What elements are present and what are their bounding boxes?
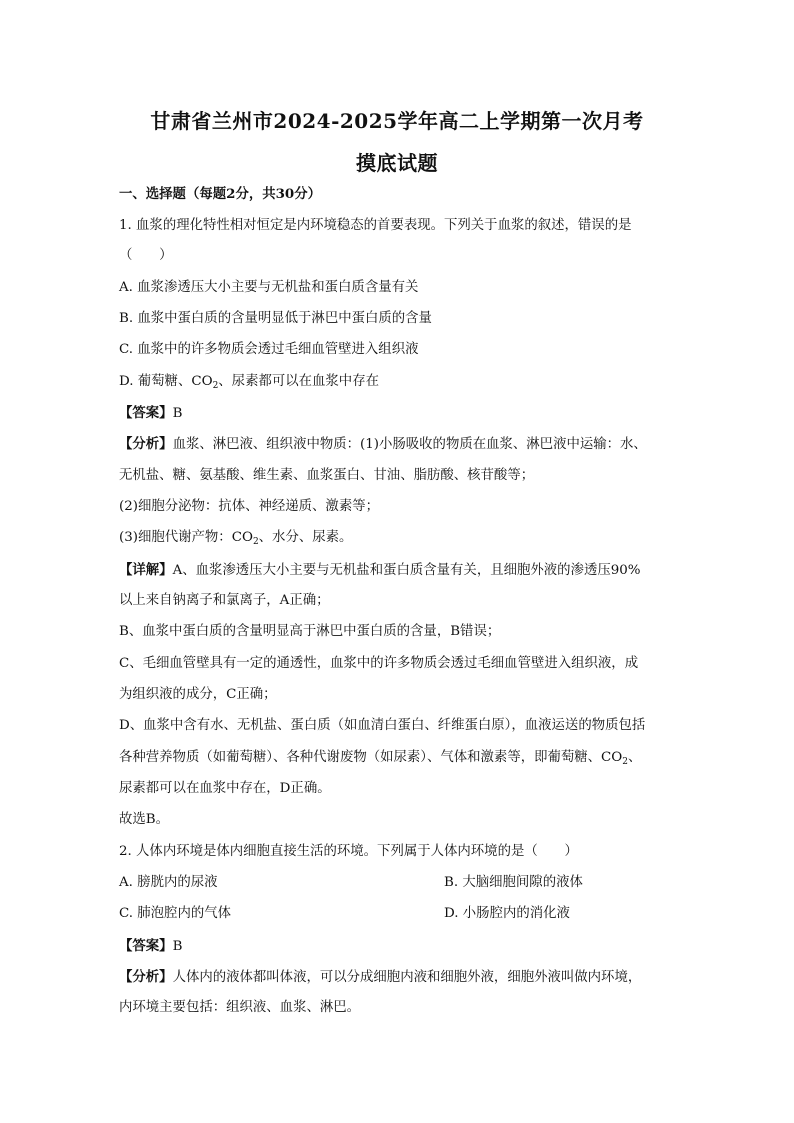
q2-stem: 2. 人体内环境是体内细胞直接生活的环境。下列属于人体内环境的是（ ） [119,844,578,859]
q2-option-c: C. 肺泡腔内的气体 [119,906,232,921]
q1-detail-line6: D、血浆中含有水、无机盐、蛋白质（如血清白蛋白、纤维蛋白原），血液运送的物质包括 [119,718,646,733]
q1-detail-line1: 【详解】A、血浆渗透压大小主要与无机盐和蛋白质含量有关，且细胞外液的渗透压90% [119,562,641,578]
q1-detail-line3: B、血浆中蛋白质的含量明显高于淋巴中蛋白质的含量，B错误； [119,624,501,639]
q1-detail-line5: 为组织液的成分，C正确； [119,687,277,702]
doc-title-line1: 甘肃省兰州市2024-2025学年高二上学期第一次月考 [150,109,644,133]
q1-analysis-line1: 【分析】血浆、淋巴液、组织液中物质：(1)小肠吸收的物质在血浆、淋巴液中运输：水、 [119,436,647,452]
q1-analysis-line2: 无机盐、糖、氨基酸、维生素、血浆蛋白、甘油、脂肪酸、核苷酸等； [119,468,535,483]
q1-detail-line8: 尿素都可以在血浆中存在，D正确。 [119,781,331,796]
q1-option-b: B. 血浆中蛋白质的含量明显低于淋巴中蛋白质的含量 [119,311,432,326]
q2-option-a: A. 膀胱内的尿液 [119,875,218,890]
q1-analysis-line4: (3)细胞代谢产物：$CO_2$、水分、尿素。 [119,530,353,547]
q2-answer: 【答案】B [119,938,183,954]
q1-option-d: D. 葡萄糖、$CO_2$、尿素都可以在血浆中存在 [119,374,379,391]
q1-answer: 【答案】B [119,405,183,421]
q1-option-a: A. 血浆渗透压大小主要与无机盐和蛋白质含量有关 [119,280,419,295]
q2-option-b: B. 大脑细胞间隙的液体 [444,875,583,890]
q1-detail-line7: 各种营养物质（如葡萄糖）、各种代谢废物（如尿素）、气体和激素等，即葡萄糖、$CO_2$、 [119,750,642,767]
q1-analysis-line3: (2)细胞分泌物：抗体、神经递质、激素等； [119,499,379,514]
doc-title-line2: 摸底试题 [356,151,438,175]
section-heading: 一、选择题（每题2分，共30分） [119,186,322,202]
q2-analysis-line2: 内环境主要包括：组织液、血浆、淋巴。 [119,1000,361,1015]
q2-option-d: D. 小肠腔内的消化液 [444,906,570,921]
q1-stem: 1. 血浆的理化特性相对恒定是内环境稳态的首要表现。下列关于血浆的叙述，错误的是 [119,218,632,233]
q1-detail-line2: 以上来自钠离子和氯离子，A正确； [119,593,330,608]
q1-detail-line4: C、毛细血管壁具有一定的通透性，血浆中的许多物质会透过毛细血管壁进入组织液，成 [119,656,639,671]
q1-paren: （ ） [119,248,173,263]
q2-analysis-line1: 【分析】人体内的液体都叫体液，可以分成细胞内液和细胞外液，细胞外液叫做内环境， [119,969,642,985]
q1-option-c: C. 血浆中的许多物质会透过毛细血管壁进入组织液 [119,342,419,357]
q1-conclusion: 故选B。 [119,812,170,827]
